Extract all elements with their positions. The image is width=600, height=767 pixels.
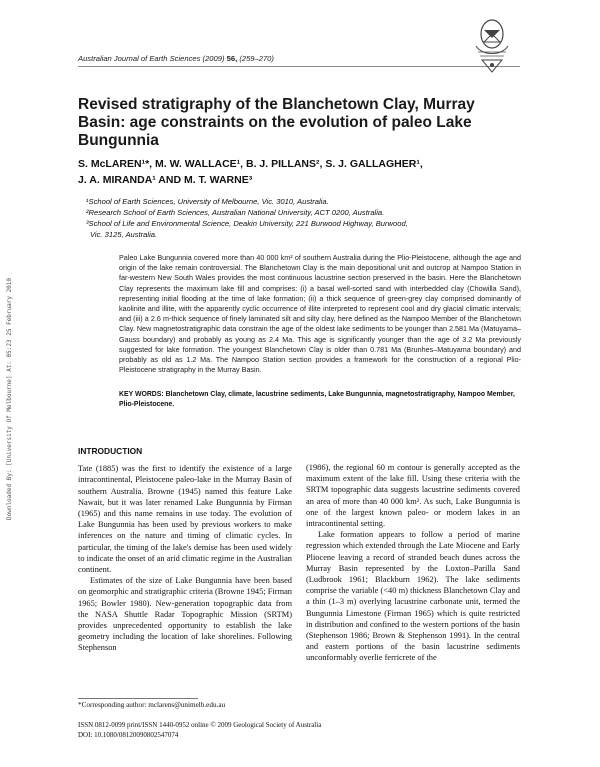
section-heading: INTRODUCTION — [78, 446, 143, 456]
affiliations — [86, 196, 506, 240]
affiliation: ³School of Life and Environmental Science, Deakin University, 221 Burwood Highway, Burwood, — [86, 219, 408, 228]
paragraph: Estimates of the size of Lake Bungunnia have been based on geomorphic and stratigraphic criteria (Browne 1945; Firman 1965; Bowler 1980). New-generation topographic data from the NASA Shuttle Radar Topographic Mission (SRTM) provides unprecedented opportunity to establish the lake geometry including the location of lake shorelines. Following Stephenson — [78, 576, 292, 653]
affiliation: ¹School of Earth Sciences, University of Melbourne, Vic. 3010, Australia. — [86, 197, 329, 206]
paragraph: (1986), the regional 60 m contour is generally accepted as the maximum extent of the lake fill. Using these criteria with the SRTM topographic data suggests lacustrine sediments covered an area of more than 40 000 km². As such, Lake Bungunnia is one of the largest known paleo- or modern lakes in an intracontinental setting. — [306, 463, 520, 529]
journal-name: Australian Journal of Earth Sciences — [78, 54, 201, 63]
body-column-left — [78, 446, 292, 654]
affiliation: Vic. 3125, Australia. — [90, 230, 158, 239]
article-title: Revised stratigraphy of the Blanchetown Clay, Murray Basin: age constraints on the evolution of paleo Lake Bungunnia — [78, 96, 475, 149]
doi-line: DOI: 10.1080/08120090802547074 — [78, 731, 179, 739]
body-column-right — [306, 462, 520, 664]
author-line: S. McLAREN¹*, M. W. WALLACE¹, B. J. PILLANS², S. J. GALLAGHER¹, — [78, 158, 423, 170]
paragraph: Tate (1885) was the first to identify the existence of a large intracontinental, Pleistocene paleo-lake in the Murray Basin of southern Australia. Browne (1945) named this feature Lake Nawait, but it was later renamed Lake Bungunnia by Firman (1965) and this name remains in use today. The evolution of Lake Bungunnia has been used by previous workers to make inferences on the nature and timing of climatic cycles. In particular, the timing of the lake's demise has been used widely to indicate the onset of an arid climatic regime in the Australian continent. — [78, 464, 292, 575]
keywords: KEY WORDS: Blanchetown Clay, climate, lacustrine sediments, Lake Bungunnia, magnetostratigraphy, Nampoo Member, Plio-Pleistocene. — [119, 391, 515, 408]
download-note: Downloaded By: [University Of Melbourne] At: 05:23 25 February 2010 — [6, 277, 13, 520]
issn-line: ISSN 0812-0099 print/ISSN 1440-0952 online © 2009 Geological Society of Australia — [78, 721, 322, 729]
paragraph: Lake formation appears to follow a period of marine regression which extended through the Late Miocene and Early Pliocene leaving a record of stranded beach dunes across the Murray Basin represented by the Loxton–Parilla Sand (Ludbrook 1961; Blackburn 1962). The lake sediments comprise the variable (<40 m) thickness Blanchetown Clay and a thin (1–3 m) overlying lacustrine carbonate unit, termed the Bungunnia Limestone (Firman 1965) which is quite restricted in distribution and confined to the western portions of the basin (Stephenson 1986; Brown & Stephenson 1991). In the central and eastern portions of the basin lacustrine sediments unconformably overlie ferricrete of the — [306, 530, 520, 663]
journal-pages: (259–270) — [239, 54, 274, 63]
journal-year: (2009) — [202, 54, 225, 63]
publication-info — [78, 720, 321, 740]
journal-volume: 56, — [226, 54, 238, 63]
author-line: J. A. MIRANDA¹ AND M. T. WARNE³ — [78, 173, 253, 186]
header-rule — [78, 66, 520, 67]
corresponding-author-note: *Corresponding author: mclarens@unimelb.edu.au — [78, 701, 226, 709]
affiliation: ²Research School of Earth Sciences, Australian National University, ACT 0200, Australia. — [86, 208, 385, 217]
footnote-rule — [78, 698, 198, 699]
author-list — [78, 157, 518, 188]
running-header — [78, 54, 518, 63]
abstract: Paleo Lake Bungunnia covered more than 40 000 km² of southern Australia during the Plio-Pleistocene, although the age and origin of the lake remain controversial. The Blanchetown Clay is the main depositional unit and outcrop at Nampoo Station in far-western New South Wales provides the most continuous lacustrine section preserved in the basin. Here the Blanchetown Clay represents the maximum lake fill and comprises: (i) a basal well-sorted sand with interbedded clay (Chowilla Sand), representing initial flooding at the time of lake formation; (ii) a thick sequence of green-grey clay comprised dominantly of kaolinite and illite, with the apparently cyclic occurrence of illite interpreted to represent cool and dry glacial climatic intervals; and (iii) a 2.6 m-thick sequence of finely laminated silt and silty clay, here defined as the Nampoo Member of the Blanchetown Clay. New magnetostratigraphic data constrain the age of the oldest lake sediments to be younger than 2.581 Ma (Matuyama–Gauss boundary) and probably as young as 2.4 Ma. This age is significantly younger than the age of 3.2 Ma previously suggested for lake formation. The youngest Blanchetown Clay is older than 0.781 Ma (Brunhes–Matuyama boundary) and probably as old as 1.2 Ma. The Nampoo Station section provides a framework for the construction of a regional Plio-Pleistocene stratigraphy in the Murray Basin. — [119, 253, 521, 375]
society-logo-icon — [470, 16, 514, 78]
